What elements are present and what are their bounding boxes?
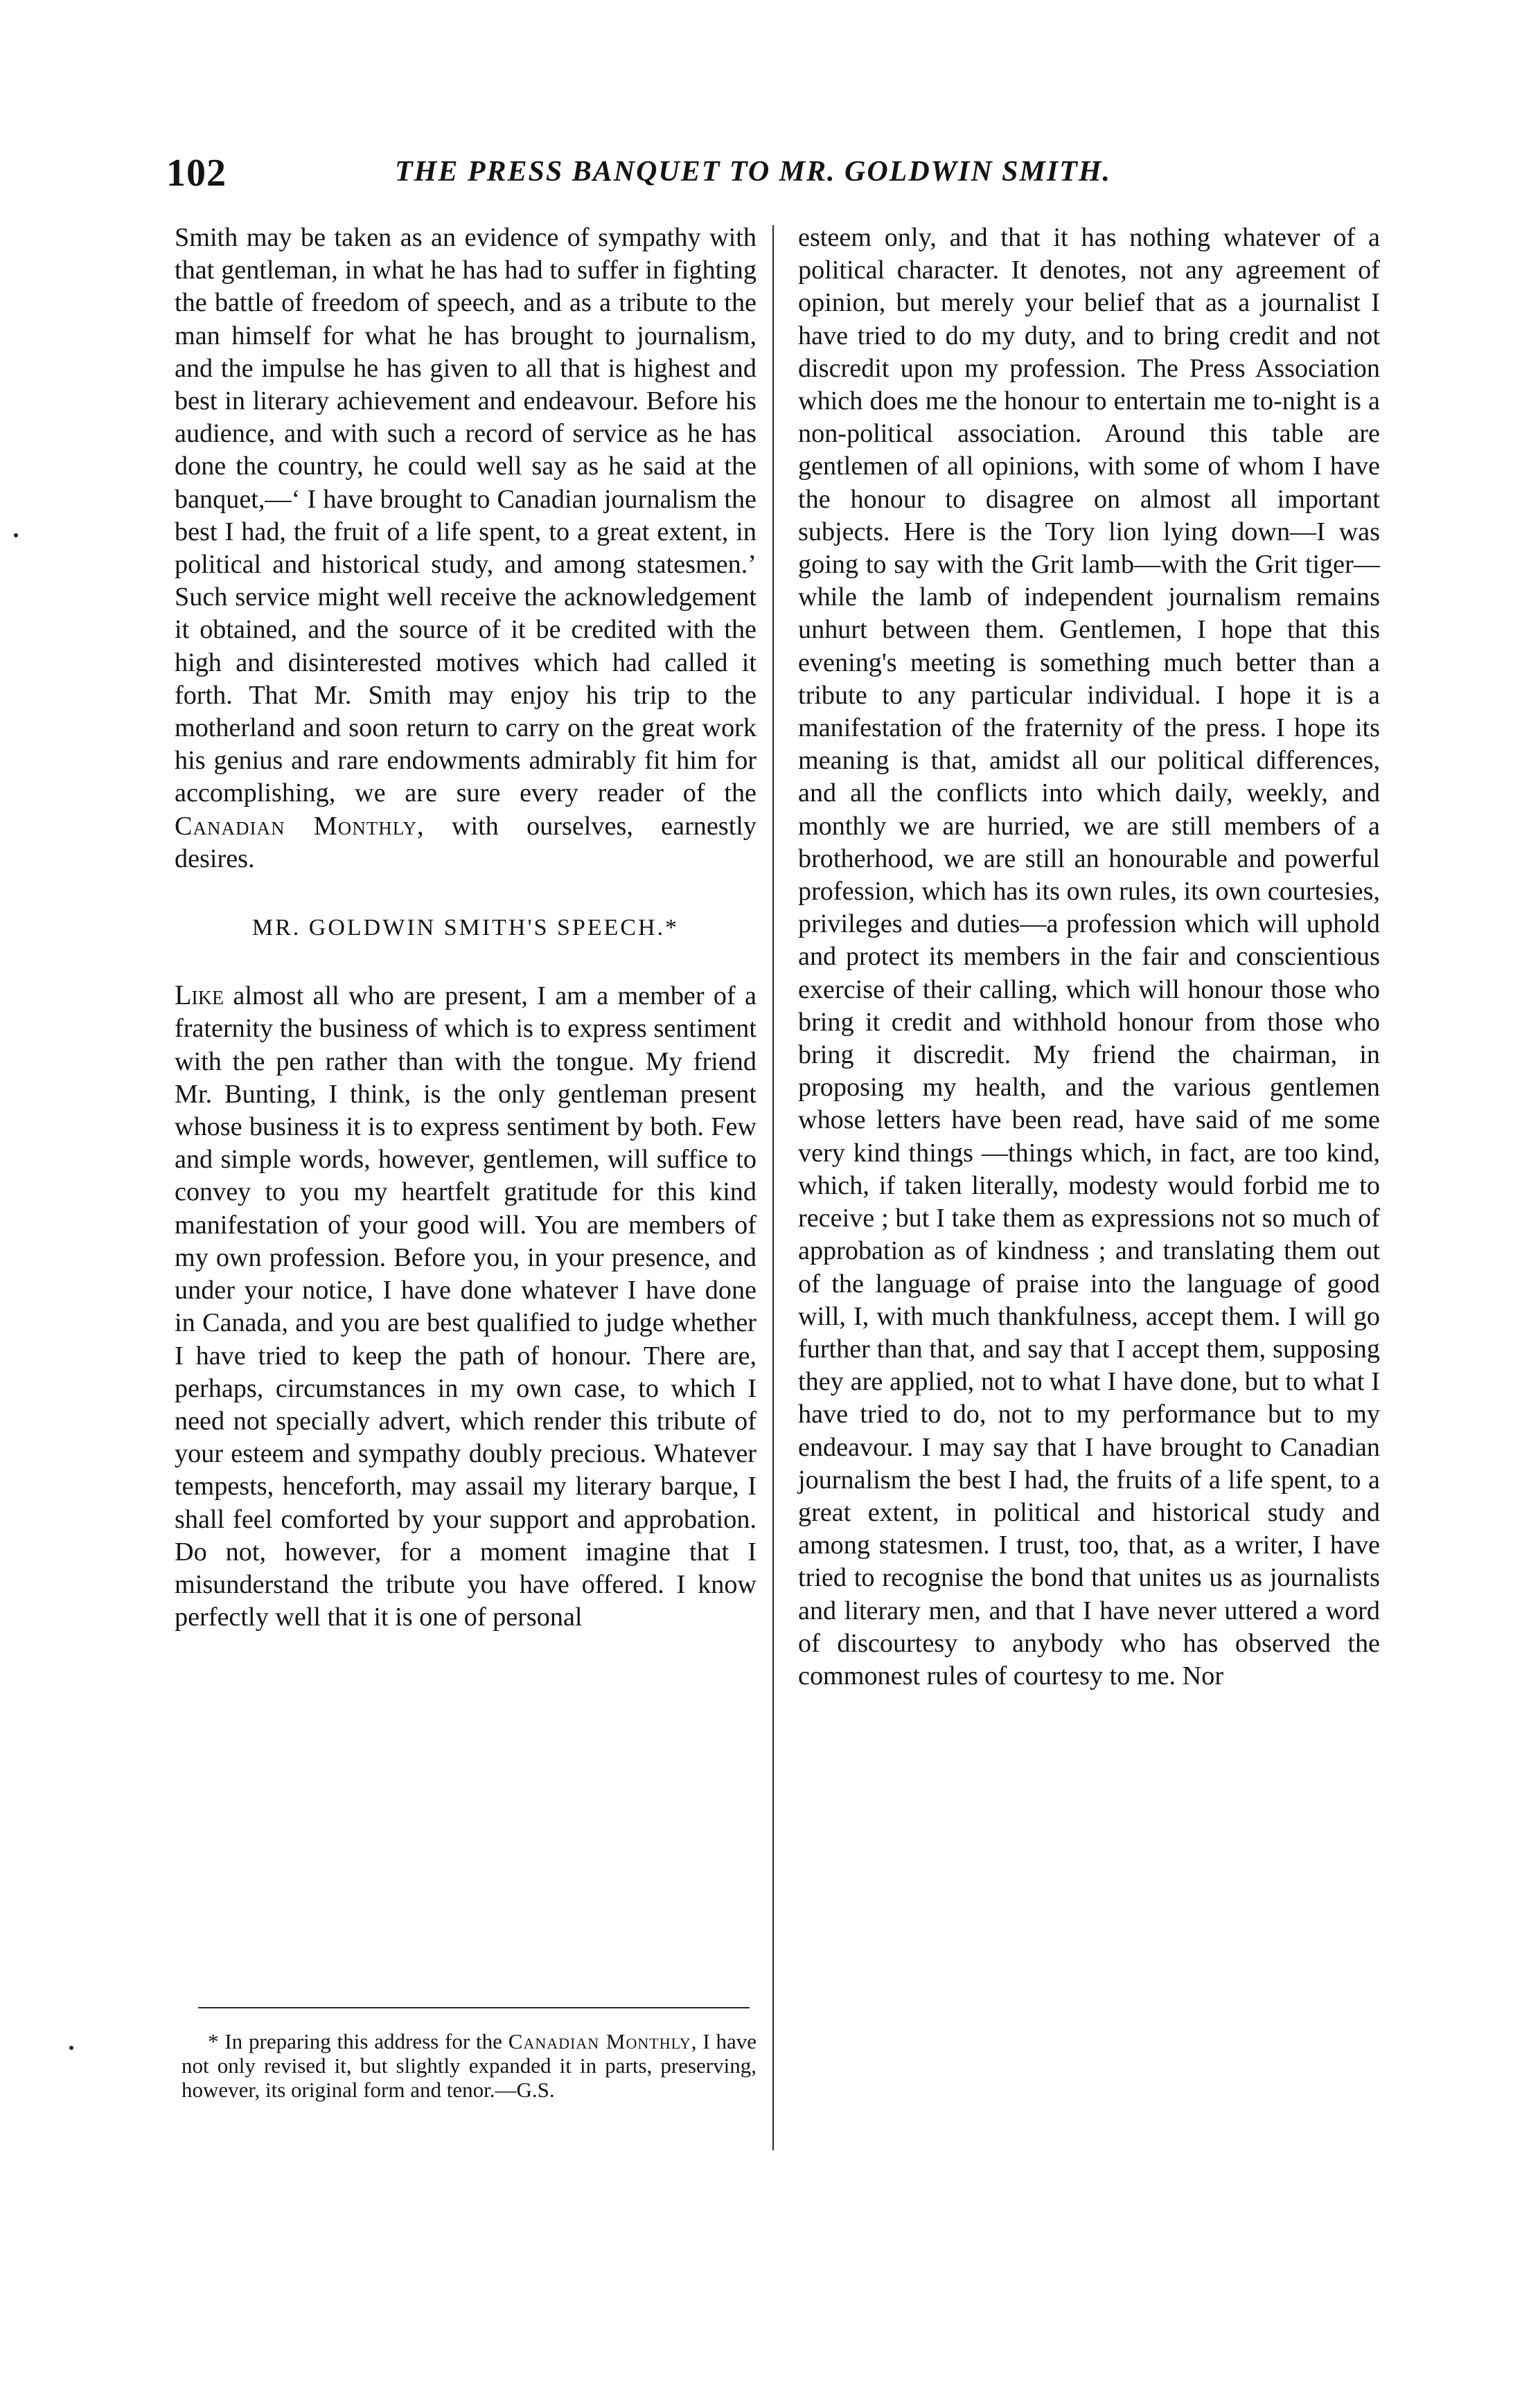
- footnote-rest: , I have not only revised it, but slightly expanded it in parts, preserving, however, its original form and tenor.—G.S.: [182, 2029, 757, 2102]
- running-title: THE PRESS BANQUET TO MR. GOLDWIN SMITH.: [395, 156, 1112, 188]
- magazine-name: Canadian Monthly: [175, 811, 418, 841]
- footnote-lead: * In preparing this address for the: [208, 2029, 502, 2053]
- footnote-rule: [198, 2007, 750, 2008]
- speech-first-word: Like: [175, 979, 224, 1011]
- footnote: [182, 2029, 756, 2102]
- editorial-text-end: , with ourselves, earnestly desires.: [175, 811, 757, 873]
- page-number: 102: [166, 152, 227, 195]
- left-column: [175, 222, 756, 1634]
- print-speck: [14, 533, 18, 537]
- footnote-magazine: Canadian Monthly: [508, 2029, 691, 2053]
- speech-text: almost all who are present, I am a member of a fraternity the business of which is to express sentiment with the pen rather than with the tongue. My friend Mr. Bunting, I think, is the only gentleman present whose business it is to express sentiment by both. Few and simple words, however, gentlemen, will suffice to convey to you my heartfelt gratitude for this kind manifestation of your good will. You are members of my own profession. Before you, in your presence, and under your notice, I have done whatever I have done in Canada, and you are best qualified to judge whether I have tried to keep the path of honour. There are, perhaps, circumstances in my own case, to which I need not specially advert, which render this tribute of your esteem and sympathy doubly precious. Whatever tempests, henceforth, may assail my literary barque, I shall feel comforted by your support and approbation. Do not, however, for a moment imagine that I misunderstand the tribute you have offered. I know perfectly well that it is one of personal: [175, 981, 756, 1632]
- speech-continuation: esteem only, and that it has nothing whatever of a political character. It denotes, not any agreement of opinion, but merely your belief that as a journalist I have tried to do my duty, and to bring credit and not discredit upon my profession. The Press Association which does me the honour to entertain me to-night is a non-political association. Around this table are gentlemen of all opinions, with some of whom I have the honour to disagree on almost all important subjects. Here is the Tory lion lying down—I was going to say with the Grit lamb—with the Grit tiger—while the lamb of independent journalism remains unhurt between them. Gentlemen, I hope that this evening's meeting is something much better than a tribute to any particular individual. I hope it is a manifestation of the fraternity of the press. I hope its meaning is that, amidst all our political differences, and all the conflicts into which daily, weekly, and monthly we are hurried, we are still members of a brotherhood, we are still an honourable and powerful profession, which has its own rules, its own courtesies, privileges and duties—a profession which will uphold and protect its members in the fair and conscientious exercise of their calling, which will honour those who bring it credit and withhold honour from those who bring it discredit. My friend the chairman, in proposing my health, and the various gentlemen whose letters have been read, have said of me some very kind things —things which, in fact, are too kind, which, if taken literally, modesty would forbid me to receive ; but I take them as expressions not so much of approbation as of kindness ; and translating them out of the language of praise into the language of good will, I, with much thankfulness, accept them. I will go further than that, and say that I accept them, supposing they are applied, not to what I have done, but to what I have tried to do, not to my performance but to my endeavour. I may say that I have brought to Canadian journalism the best I had, the fruits of a life spent, to a great extent, in political and historical study and among statesmen. I trust, too, that, as a writer, I have tried to recognise the bond that unites us as journalists and literary men, and that I have never uttered a word of discourtesy to anybody who has observed the commonest rules of courtesy to me. Nor: [798, 223, 1380, 1691]
- print-speck: [69, 2046, 73, 2050]
- right-column: [798, 222, 1380, 1693]
- page-header: [166, 151, 1337, 199]
- speech-paragraph: [175, 979, 756, 1634]
- speech-heading: MR. GOLDWIN SMITH'S SPEECH.*: [251, 915, 680, 941]
- editorial-paragraph: [175, 222, 756, 875]
- editorial-text: Smith may be taken as an evidence of sympathy with that gentleman, in what he has had to suffer in fighting the battle of freedom of speech, and as a tribute to the man himself for what he has brought to journalism, and the impulse he has given to all that is highest and best in literary achievement and endeavour. Before his audience, and with such a record of service as he has done the country, he could well say as he said at the banquet,—‘ I have brought to Canadian journalism the best I had, the fruit of a life spent, to a great extent, in political and historical study, and among statesmen.’ Such service might well receive the acknowledgement it obtained, and the source of it be credited with the high and disinterested motives which had called it forth. That Mr. Smith may enjoy his trip to the motherland and soon return to carry on the great work his genius and rare endowments admirably fit him for accomplishing, we are sure every reader of the: [175, 223, 756, 808]
- column-divider: [772, 225, 774, 2150]
